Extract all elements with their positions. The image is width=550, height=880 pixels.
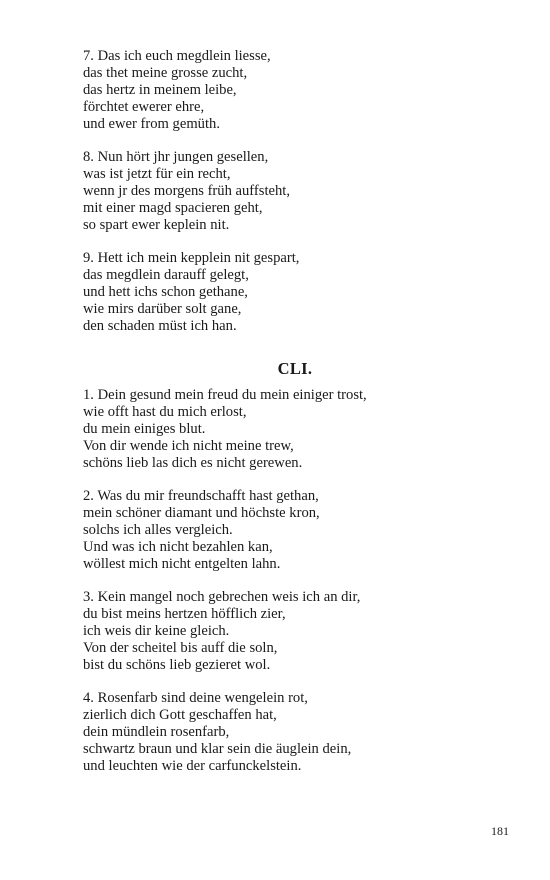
verse-line: 7. Das ich euch megdlein liesse, [83,48,271,64]
stanza [83,149,483,234]
verse-line: 4. Rosenfarb sind deine wengelein rot, [83,690,308,706]
poem-text [83,48,483,791]
verse-line: das hertz in meinem leibe, [83,82,237,98]
verse-line: das megdlein darauff gelegt, [83,267,249,283]
verse-line: ich weis dir keine gleich. [83,623,230,639]
verse-line: das thet meine grosse zucht, [83,65,248,81]
verse-line: 9. Hett ich mein kepplein nit gespart, [83,250,300,266]
stanza [83,250,483,335]
verse-line: du bist meins hertzen höfflich zier, [83,606,286,622]
stanza [83,589,483,674]
verse-line: dein mündlein rosenfarb, [83,724,230,740]
page-number: 181 [491,824,509,838]
verse-line: schöns lieb las dich es nicht gerewen. [83,455,303,471]
stanzas-after-heading [83,387,483,775]
verse-line: und hett ichs schon gethane, [83,284,248,300]
verse-line: Von dir wende ich nicht meine trew, [83,438,294,454]
verse-line: mit einer magd spacieren geht, [83,200,263,216]
stanza [83,488,483,573]
stanza [83,387,483,472]
verse-line: den schaden müst ich han. [83,318,237,334]
verse-line: was ist jetzt für ein recht, [83,166,231,182]
verse-line: so spart ewer keplein nit. [83,217,230,233]
verse-line: förchtet ewerer ehre, [83,99,205,115]
verse-line: und ewer from gemüth. [83,116,220,132]
verse-line: Von der scheitel bis auff die soln, [83,640,278,656]
verse-line: Und was ich nicht bezahlen kan, [83,539,273,555]
verse-line: schwartz braun und klar sein die äuglein dein, [83,741,352,757]
verse-line: zierlich dich Gott geschaffen hat, [83,707,277,723]
section-heading: CLI. [277,359,313,378]
verse-line: 3. Kein mangel noch gebrechen weis ich an dir, [83,589,361,605]
verse-line: du mein einiges blut. [83,421,206,437]
verse-line: mein schöner diamant und höchste kron, [83,505,320,521]
stanza [83,48,483,133]
verse-line: bist du schöns lieb gezieret wol. [83,657,271,673]
stanzas-before-heading [83,48,483,335]
verse-line: 1. Dein gesund mein freud du mein einiger trost, [83,387,367,403]
verse-line: wöllest mich nicht entgelten lahn. [83,556,281,572]
verse-line: und leuchten wie der carfunckelstein. [83,758,302,774]
verse-line: solchs ich alles vergleich. [83,522,233,538]
stanza [83,690,483,775]
verse-line: wenn jr des morgens früh auffsteht, [83,183,290,199]
verse-line: wie offt hast du mich erlost, [83,404,247,420]
verse-line: 2. Was du mir freundschafft hast gethan, [83,488,319,504]
verse-line: wie mirs darüber solt gane, [83,301,242,317]
verse-line: 8. Nun hört jhr jungen gesellen, [83,149,269,165]
